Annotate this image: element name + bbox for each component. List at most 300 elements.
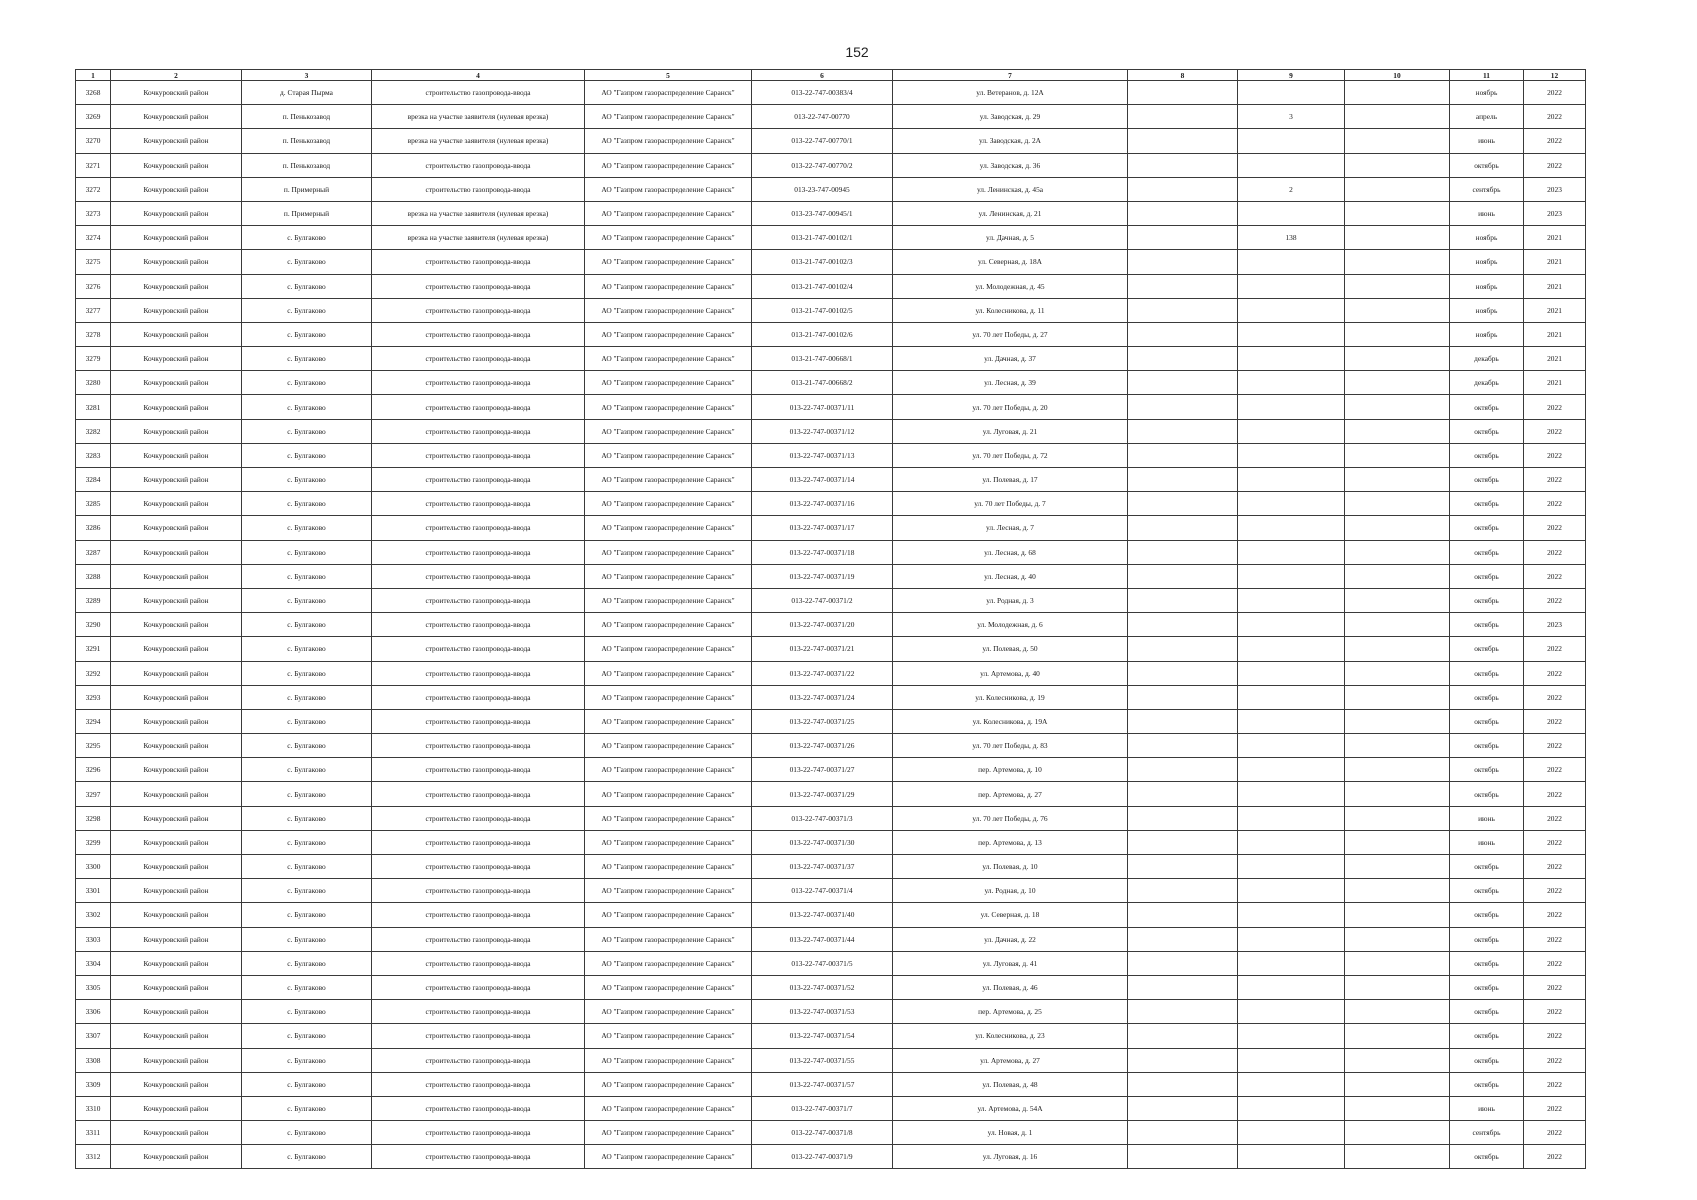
settlement-cell: с. Булгаково <box>242 782 372 806</box>
district-cell: Кочкуровский район <box>111 250 242 274</box>
settlement-cell: с. Булгаково <box>242 951 372 975</box>
col8-cell <box>1128 975 1238 999</box>
address-cell: ул. Полевая, д. 10 <box>893 855 1128 879</box>
contract-number-cell: 013-22-747-00371/17 <box>752 516 893 540</box>
col8-cell <box>1128 492 1238 516</box>
col10-cell <box>1345 371 1450 395</box>
table-row <box>76 637 1586 661</box>
table-row <box>76 177 1586 201</box>
row-number-cell: 3300 <box>76 855 111 879</box>
work-type-cell: строительство газопровода-ввода <box>372 395 585 419</box>
settlement-cell: с. Булгаково <box>242 1145 372 1169</box>
col9-cell: 2 <box>1238 177 1345 201</box>
settlement-cell: с. Булгаково <box>242 492 372 516</box>
table-row <box>76 588 1586 612</box>
row-number-cell: 3287 <box>76 540 111 564</box>
organization-cell: АО "Газпром газораспределение Саранск" <box>585 371 752 395</box>
col9-cell <box>1238 81 1345 105</box>
col8-cell <box>1128 1024 1238 1048</box>
month-cell: октябрь <box>1450 879 1524 903</box>
row-number-cell: 3280 <box>76 371 111 395</box>
row-number-cell: 3312 <box>76 1145 111 1169</box>
year-cell: 2022 <box>1524 1145 1586 1169</box>
col10-cell <box>1345 903 1450 927</box>
year-cell: 2022 <box>1524 540 1586 564</box>
col10-cell <box>1345 81 1450 105</box>
month-cell: октябрь <box>1450 855 1524 879</box>
col9-cell <box>1238 419 1345 443</box>
district-cell: Кочкуровский район <box>111 468 242 492</box>
column-header: 4 <box>372 70 585 81</box>
work-type-cell: строительство газопровода-ввода <box>372 758 585 782</box>
row-number-cell: 3303 <box>76 927 111 951</box>
year-cell: 2022 <box>1524 1072 1586 1096</box>
month-cell: октябрь <box>1450 734 1524 758</box>
address-cell: ул. Луговая, д. 21 <box>893 419 1128 443</box>
row-number-cell: 3290 <box>76 613 111 637</box>
col8-cell <box>1128 613 1238 637</box>
year-cell: 2022 <box>1524 1121 1586 1145</box>
organization-cell: АО "Газпром газораспределение Саранск" <box>585 443 752 467</box>
district-cell: Кочкуровский район <box>111 395 242 419</box>
row-number-cell: 3269 <box>76 105 111 129</box>
organization-cell: АО "Газпром газораспределение Саранск" <box>585 951 752 975</box>
table-row <box>76 347 1586 371</box>
col10-cell <box>1345 588 1450 612</box>
month-cell: октябрь <box>1450 782 1524 806</box>
settlement-cell: с. Булгаково <box>242 661 372 685</box>
district-cell: Кочкуровский район <box>111 1024 242 1048</box>
district-cell: Кочкуровский район <box>111 443 242 467</box>
table-row <box>76 1048 1586 1072</box>
table-row <box>76 855 1586 879</box>
row-number-cell: 3288 <box>76 564 111 588</box>
col9-cell <box>1238 516 1345 540</box>
work-type-cell: строительство газопровода-ввода <box>372 371 585 395</box>
col10-cell <box>1345 1121 1450 1145</box>
organization-cell: АО "Газпром газораспределение Саранск" <box>585 226 752 250</box>
col8-cell <box>1128 1096 1238 1120</box>
month-cell: октябрь <box>1450 492 1524 516</box>
month-cell: сентябрь <box>1450 177 1524 201</box>
organization-cell: АО "Газпром газораспределение Саранск" <box>585 1121 752 1145</box>
col9-cell <box>1238 1121 1345 1145</box>
col10-cell <box>1345 975 1450 999</box>
row-number-cell: 3278 <box>76 322 111 346</box>
month-cell: ноябрь <box>1450 226 1524 250</box>
address-cell: ул. Колесникова, д. 23 <box>893 1024 1128 1048</box>
month-cell: октябрь <box>1450 540 1524 564</box>
district-cell: Кочкуровский район <box>111 153 242 177</box>
settlement-cell: с. Булгаково <box>242 685 372 709</box>
settlement-cell: с. Булгаково <box>242 613 372 637</box>
work-type-cell: строительство газопровода-ввода <box>372 468 585 492</box>
col9-cell <box>1238 274 1345 298</box>
row-number-cell: 3291 <box>76 637 111 661</box>
month-cell: октябрь <box>1450 927 1524 951</box>
year-cell: 2022 <box>1524 81 1586 105</box>
work-type-cell: строительство газопровода-ввода <box>372 855 585 879</box>
row-number-cell: 3306 <box>76 1000 111 1024</box>
col9-cell <box>1238 661 1345 685</box>
table-body <box>76 81 1586 1169</box>
col10-cell <box>1345 129 1450 153</box>
address-cell: ул. Северная, д. 18 <box>893 903 1128 927</box>
settlement-cell: с. Булгаково <box>242 734 372 758</box>
page-number: 152 <box>845 44 869 60</box>
work-type-cell: строительство газопровода-ввода <box>372 153 585 177</box>
contract-number-cell: 013-22-747-00371/54 <box>752 1024 893 1048</box>
col9-cell <box>1238 153 1345 177</box>
col8-cell <box>1128 855 1238 879</box>
district-cell: Кочкуровский район <box>111 564 242 588</box>
table-row <box>76 830 1586 854</box>
address-cell: ул. 70 лет Победы, д. 7 <box>893 492 1128 516</box>
address-cell: ул. Колесникова, д. 19 <box>893 685 1128 709</box>
work-type-cell: строительство газопровода-ввода <box>372 951 585 975</box>
month-cell: октябрь <box>1450 395 1524 419</box>
row-number-cell: 3292 <box>76 661 111 685</box>
contract-number-cell: 013-21-747-00102/1 <box>752 226 893 250</box>
address-cell: ул. Артемова, д. 27 <box>893 1048 1128 1072</box>
organization-cell: АО "Газпром газораспределение Саранск" <box>585 975 752 999</box>
organization-cell: АО "Газпром газораспределение Саранск" <box>585 347 752 371</box>
month-cell: октябрь <box>1450 1024 1524 1048</box>
work-type-cell: строительство газопровода-ввода <box>372 879 585 903</box>
address-cell: ул. Северная, д. 18А <box>893 250 1128 274</box>
organization-cell: АО "Газпром газораспределение Саранск" <box>585 709 752 733</box>
table-row <box>76 274 1586 298</box>
col9-cell <box>1238 734 1345 758</box>
organization-cell: АО "Газпром газораспределение Саранск" <box>585 661 752 685</box>
contract-number-cell: 013-22-747-00371/13 <box>752 443 893 467</box>
month-cell: июнь <box>1450 129 1524 153</box>
col8-cell <box>1128 1121 1238 1145</box>
row-number-cell: 3279 <box>76 347 111 371</box>
work-type-cell: врезка на участке заявителя (нулевая врезка) <box>372 226 585 250</box>
table-row <box>76 879 1586 903</box>
work-type-cell: строительство газопровода-ввода <box>372 975 585 999</box>
month-cell: апрель <box>1450 105 1524 129</box>
address-cell: ул. Молодежная, д. 6 <box>893 613 1128 637</box>
row-number-cell: 3301 <box>76 879 111 903</box>
work-type-cell: строительство газопровода-ввода <box>372 1072 585 1096</box>
settlement-cell: с. Булгаково <box>242 806 372 830</box>
address-cell: ул. Лесная, д. 39 <box>893 371 1128 395</box>
col8-cell <box>1128 782 1238 806</box>
work-type-cell: строительство газопровода-ввода <box>372 661 585 685</box>
contract-number-cell: 013-22-747-00371/18 <box>752 540 893 564</box>
district-cell: Кочкуровский район <box>111 855 242 879</box>
row-number-cell: 3297 <box>76 782 111 806</box>
table-row <box>76 322 1586 346</box>
month-cell: ноябрь <box>1450 250 1524 274</box>
work-type-cell: строительство газопровода-ввода <box>372 298 585 322</box>
contract-number-cell: 013-22-747-00371/20 <box>752 613 893 637</box>
col10-cell <box>1345 1072 1450 1096</box>
settlement-cell: с. Булгаково <box>242 855 372 879</box>
address-cell: ул. Дачная, д. 37 <box>893 347 1128 371</box>
table-row <box>76 516 1586 540</box>
year-cell: 2022 <box>1524 1048 1586 1072</box>
table-row <box>76 153 1586 177</box>
col10-cell <box>1345 758 1450 782</box>
col10-cell <box>1345 855 1450 879</box>
col9-cell <box>1238 927 1345 951</box>
month-cell: декабрь <box>1450 371 1524 395</box>
organization-cell: АО "Газпром газораспределение Саранск" <box>585 81 752 105</box>
settlement-cell: с. Булгаково <box>242 758 372 782</box>
settlement-cell: с. Булгаково <box>242 588 372 612</box>
work-type-cell: строительство газопровода-ввода <box>372 709 585 733</box>
col10-cell <box>1345 105 1450 129</box>
organization-cell: АО "Газпром газораспределение Саранск" <box>585 250 752 274</box>
col8-cell <box>1128 1145 1238 1169</box>
col10-cell <box>1345 830 1450 854</box>
address-cell: ул. Лесная, д. 40 <box>893 564 1128 588</box>
col8-cell <box>1128 951 1238 975</box>
col8-cell <box>1128 734 1238 758</box>
organization-cell: АО "Газпром газораспределение Саранск" <box>585 1145 752 1169</box>
year-cell: 2022 <box>1524 129 1586 153</box>
month-cell: ноябрь <box>1450 298 1524 322</box>
year-cell: 2021 <box>1524 226 1586 250</box>
settlement-cell: п. Пенькозавод <box>242 129 372 153</box>
organization-cell: АО "Газпром газораспределение Саранск" <box>585 588 752 612</box>
table-row <box>76 951 1586 975</box>
row-number-cell: 3308 <box>76 1048 111 1072</box>
row-number-cell: 3275 <box>76 250 111 274</box>
row-number-cell: 3311 <box>76 1121 111 1145</box>
district-cell: Кочкуровский район <box>111 951 242 975</box>
col8-cell <box>1128 903 1238 927</box>
contract-number-cell: 013-22-747-00371/24 <box>752 685 893 709</box>
month-cell: июнь <box>1450 1096 1524 1120</box>
table-row <box>76 564 1586 588</box>
address-cell: ул. 70 лет Победы, д. 83 <box>893 734 1128 758</box>
month-cell: октябрь <box>1450 468 1524 492</box>
work-type-cell: строительство газопровода-ввода <box>372 1024 585 1048</box>
col10-cell <box>1345 468 1450 492</box>
col10-cell <box>1345 734 1450 758</box>
month-cell: октябрь <box>1450 516 1524 540</box>
district-cell: Кочкуровский район <box>111 226 242 250</box>
organization-cell: АО "Газпром газораспределение Саранск" <box>585 1096 752 1120</box>
col10-cell <box>1345 250 1450 274</box>
contract-number-cell: 013-22-747-00371/19 <box>752 564 893 588</box>
table-row <box>76 758 1586 782</box>
col9-cell <box>1238 1145 1345 1169</box>
settlement-cell: с. Булгаково <box>242 274 372 298</box>
contract-number-cell: 013-22-747-00371/9 <box>752 1145 893 1169</box>
col9-cell <box>1238 782 1345 806</box>
settlement-cell: с. Булгаково <box>242 298 372 322</box>
col9-cell <box>1238 709 1345 733</box>
col10-cell <box>1345 927 1450 951</box>
row-number-cell: 3299 <box>76 830 111 854</box>
table-row <box>76 129 1586 153</box>
work-type-cell: строительство газопровода-ввода <box>372 588 585 612</box>
col8-cell <box>1128 153 1238 177</box>
table-row <box>76 1121 1586 1145</box>
column-header: 1 <box>76 70 111 81</box>
settlement-cell: с. Булгаково <box>242 347 372 371</box>
row-number-cell: 3285 <box>76 492 111 516</box>
col8-cell <box>1128 516 1238 540</box>
table-row <box>76 81 1586 105</box>
district-cell: Кочкуровский район <box>111 709 242 733</box>
row-number-cell: 3276 <box>76 274 111 298</box>
month-cell: ноябрь <box>1450 81 1524 105</box>
organization-cell: АО "Газпром газораспределение Саранск" <box>585 564 752 588</box>
district-cell: Кочкуровский район <box>111 637 242 661</box>
contract-number-cell: 013-21-747-00102/3 <box>752 250 893 274</box>
year-cell: 2021 <box>1524 347 1586 371</box>
contract-number-cell: 013-22-747-00371/52 <box>752 975 893 999</box>
year-cell: 2022 <box>1524 637 1586 661</box>
work-type-cell: строительство газопровода-ввода <box>372 564 585 588</box>
row-number-cell: 3293 <box>76 685 111 709</box>
district-cell: Кочкуровский район <box>111 81 242 105</box>
col9-cell <box>1238 613 1345 637</box>
col9-cell <box>1238 1024 1345 1048</box>
col8-cell <box>1128 201 1238 225</box>
contract-number-cell: 013-22-747-00770/2 <box>752 153 893 177</box>
work-type-cell: строительство газопровода-ввода <box>372 637 585 661</box>
col10-cell <box>1345 492 1450 516</box>
col10-cell <box>1345 226 1450 250</box>
col9-cell <box>1238 443 1345 467</box>
col8-cell <box>1128 177 1238 201</box>
table-row <box>76 1000 1586 1024</box>
year-cell: 2022 <box>1524 516 1586 540</box>
organization-cell: АО "Газпром газораспределение Саранск" <box>585 129 752 153</box>
district-cell: Кочкуровский район <box>111 975 242 999</box>
contract-number-cell: 013-22-747-00371/40 <box>752 903 893 927</box>
col8-cell <box>1128 661 1238 685</box>
settlement-cell: с. Булгаково <box>242 1000 372 1024</box>
organization-cell: АО "Газпром газораспределение Саранск" <box>585 1024 752 1048</box>
table-row <box>76 540 1586 564</box>
contract-number-cell: 013-22-747-00371/30 <box>752 830 893 854</box>
col10-cell <box>1345 540 1450 564</box>
work-type-cell: строительство газопровода-ввода <box>372 927 585 951</box>
col10-cell <box>1345 1145 1450 1169</box>
col10-cell <box>1345 806 1450 830</box>
col10-cell <box>1345 153 1450 177</box>
month-cell: сентябрь <box>1450 1121 1524 1145</box>
work-type-cell: строительство газопровода-ввода <box>372 492 585 516</box>
work-type-cell: врезка на участке заявителя (нулевая врезка) <box>372 129 585 153</box>
year-cell: 2022 <box>1524 685 1586 709</box>
organization-cell: АО "Газпром газораспределение Саранск" <box>585 1072 752 1096</box>
contract-number-cell: 013-22-747-00371/3 <box>752 806 893 830</box>
address-cell: ул. 70 лет Победы, д. 76 <box>893 806 1128 830</box>
col8-cell <box>1128 588 1238 612</box>
address-cell: ул. Молодежная, д. 45 <box>893 274 1128 298</box>
contract-number-cell: 013-22-747-00371/5 <box>752 951 893 975</box>
data-table <box>75 69 1586 1169</box>
contract-number-cell: 013-21-747-00102/6 <box>752 322 893 346</box>
table-row <box>76 903 1586 927</box>
work-type-cell: строительство газопровода-ввода <box>372 274 585 298</box>
row-number-cell: 3289 <box>76 588 111 612</box>
year-cell: 2022 <box>1524 492 1586 516</box>
work-type-cell: строительство газопровода-ввода <box>372 685 585 709</box>
month-cell: октябрь <box>1450 951 1524 975</box>
column-header: 3 <box>242 70 372 81</box>
organization-cell: АО "Газпром газораспределение Саранск" <box>585 1048 752 1072</box>
district-cell: Кочкуровский район <box>111 129 242 153</box>
district-cell: Кочкуровский район <box>111 1145 242 1169</box>
work-type-cell: строительство газопровода-ввода <box>372 1048 585 1072</box>
row-number-cell: 3282 <box>76 419 111 443</box>
row-number-cell: 3268 <box>76 81 111 105</box>
month-cell: октябрь <box>1450 661 1524 685</box>
row-number-cell: 3273 <box>76 201 111 225</box>
table-row <box>76 685 1586 709</box>
table-row <box>76 1024 1586 1048</box>
col8-cell <box>1128 81 1238 105</box>
col9-cell <box>1238 564 1345 588</box>
col10-cell <box>1345 395 1450 419</box>
settlement-cell: п. Примерный <box>242 177 372 201</box>
contract-number-cell: 013-22-747-00371/26 <box>752 734 893 758</box>
col8-cell <box>1128 443 1238 467</box>
table-row <box>76 734 1586 758</box>
organization-cell: АО "Газпром газораспределение Саранск" <box>585 879 752 903</box>
col8-cell <box>1128 250 1238 274</box>
settlement-cell: с. Булгаково <box>242 226 372 250</box>
table-row <box>76 250 1586 274</box>
settlement-cell: д. Старая Пырма <box>242 81 372 105</box>
table-row <box>76 105 1586 129</box>
district-cell: Кочкуровский район <box>111 782 242 806</box>
col10-cell <box>1345 1000 1450 1024</box>
col9-cell <box>1238 201 1345 225</box>
work-type-cell: строительство газопровода-ввода <box>372 903 585 927</box>
row-number-cell: 3307 <box>76 1024 111 1048</box>
district-cell: Кочкуровский район <box>111 1096 242 1120</box>
row-number-cell: 3304 <box>76 951 111 975</box>
col10-cell <box>1345 419 1450 443</box>
col8-cell <box>1128 419 1238 443</box>
work-type-cell: строительство газопровода-ввода <box>372 1000 585 1024</box>
table-row <box>76 1096 1586 1120</box>
col10-cell <box>1345 709 1450 733</box>
district-cell: Кочкуровский район <box>111 177 242 201</box>
contract-number-cell: 013-22-747-00371/2 <box>752 588 893 612</box>
address-cell: ул. Дачная, д. 5 <box>893 226 1128 250</box>
district-cell: Кочкуровский район <box>111 371 242 395</box>
contract-number-cell: 013-22-747-00371/37 <box>752 855 893 879</box>
address-cell: ул. Родная, д. 3 <box>893 588 1128 612</box>
col9-cell: 138 <box>1238 226 1345 250</box>
year-cell: 2022 <box>1524 419 1586 443</box>
district-cell: Кочкуровский район <box>111 516 242 540</box>
organization-cell: АО "Газпром газораспределение Саранск" <box>585 927 752 951</box>
column-header: 11 <box>1450 70 1524 81</box>
address-cell: ул. Полевая, д. 46 <box>893 975 1128 999</box>
col10-cell <box>1345 347 1450 371</box>
district-cell: Кочкуровский район <box>111 685 242 709</box>
district-cell: Кочкуровский район <box>111 1000 242 1024</box>
district-cell: Кочкуровский район <box>111 1048 242 1072</box>
address-cell: ул. Лесная, д. 7 <box>893 516 1128 540</box>
address-cell: ул. Ленинская, д. 21 <box>893 201 1128 225</box>
col10-cell <box>1345 201 1450 225</box>
col8-cell <box>1128 395 1238 419</box>
